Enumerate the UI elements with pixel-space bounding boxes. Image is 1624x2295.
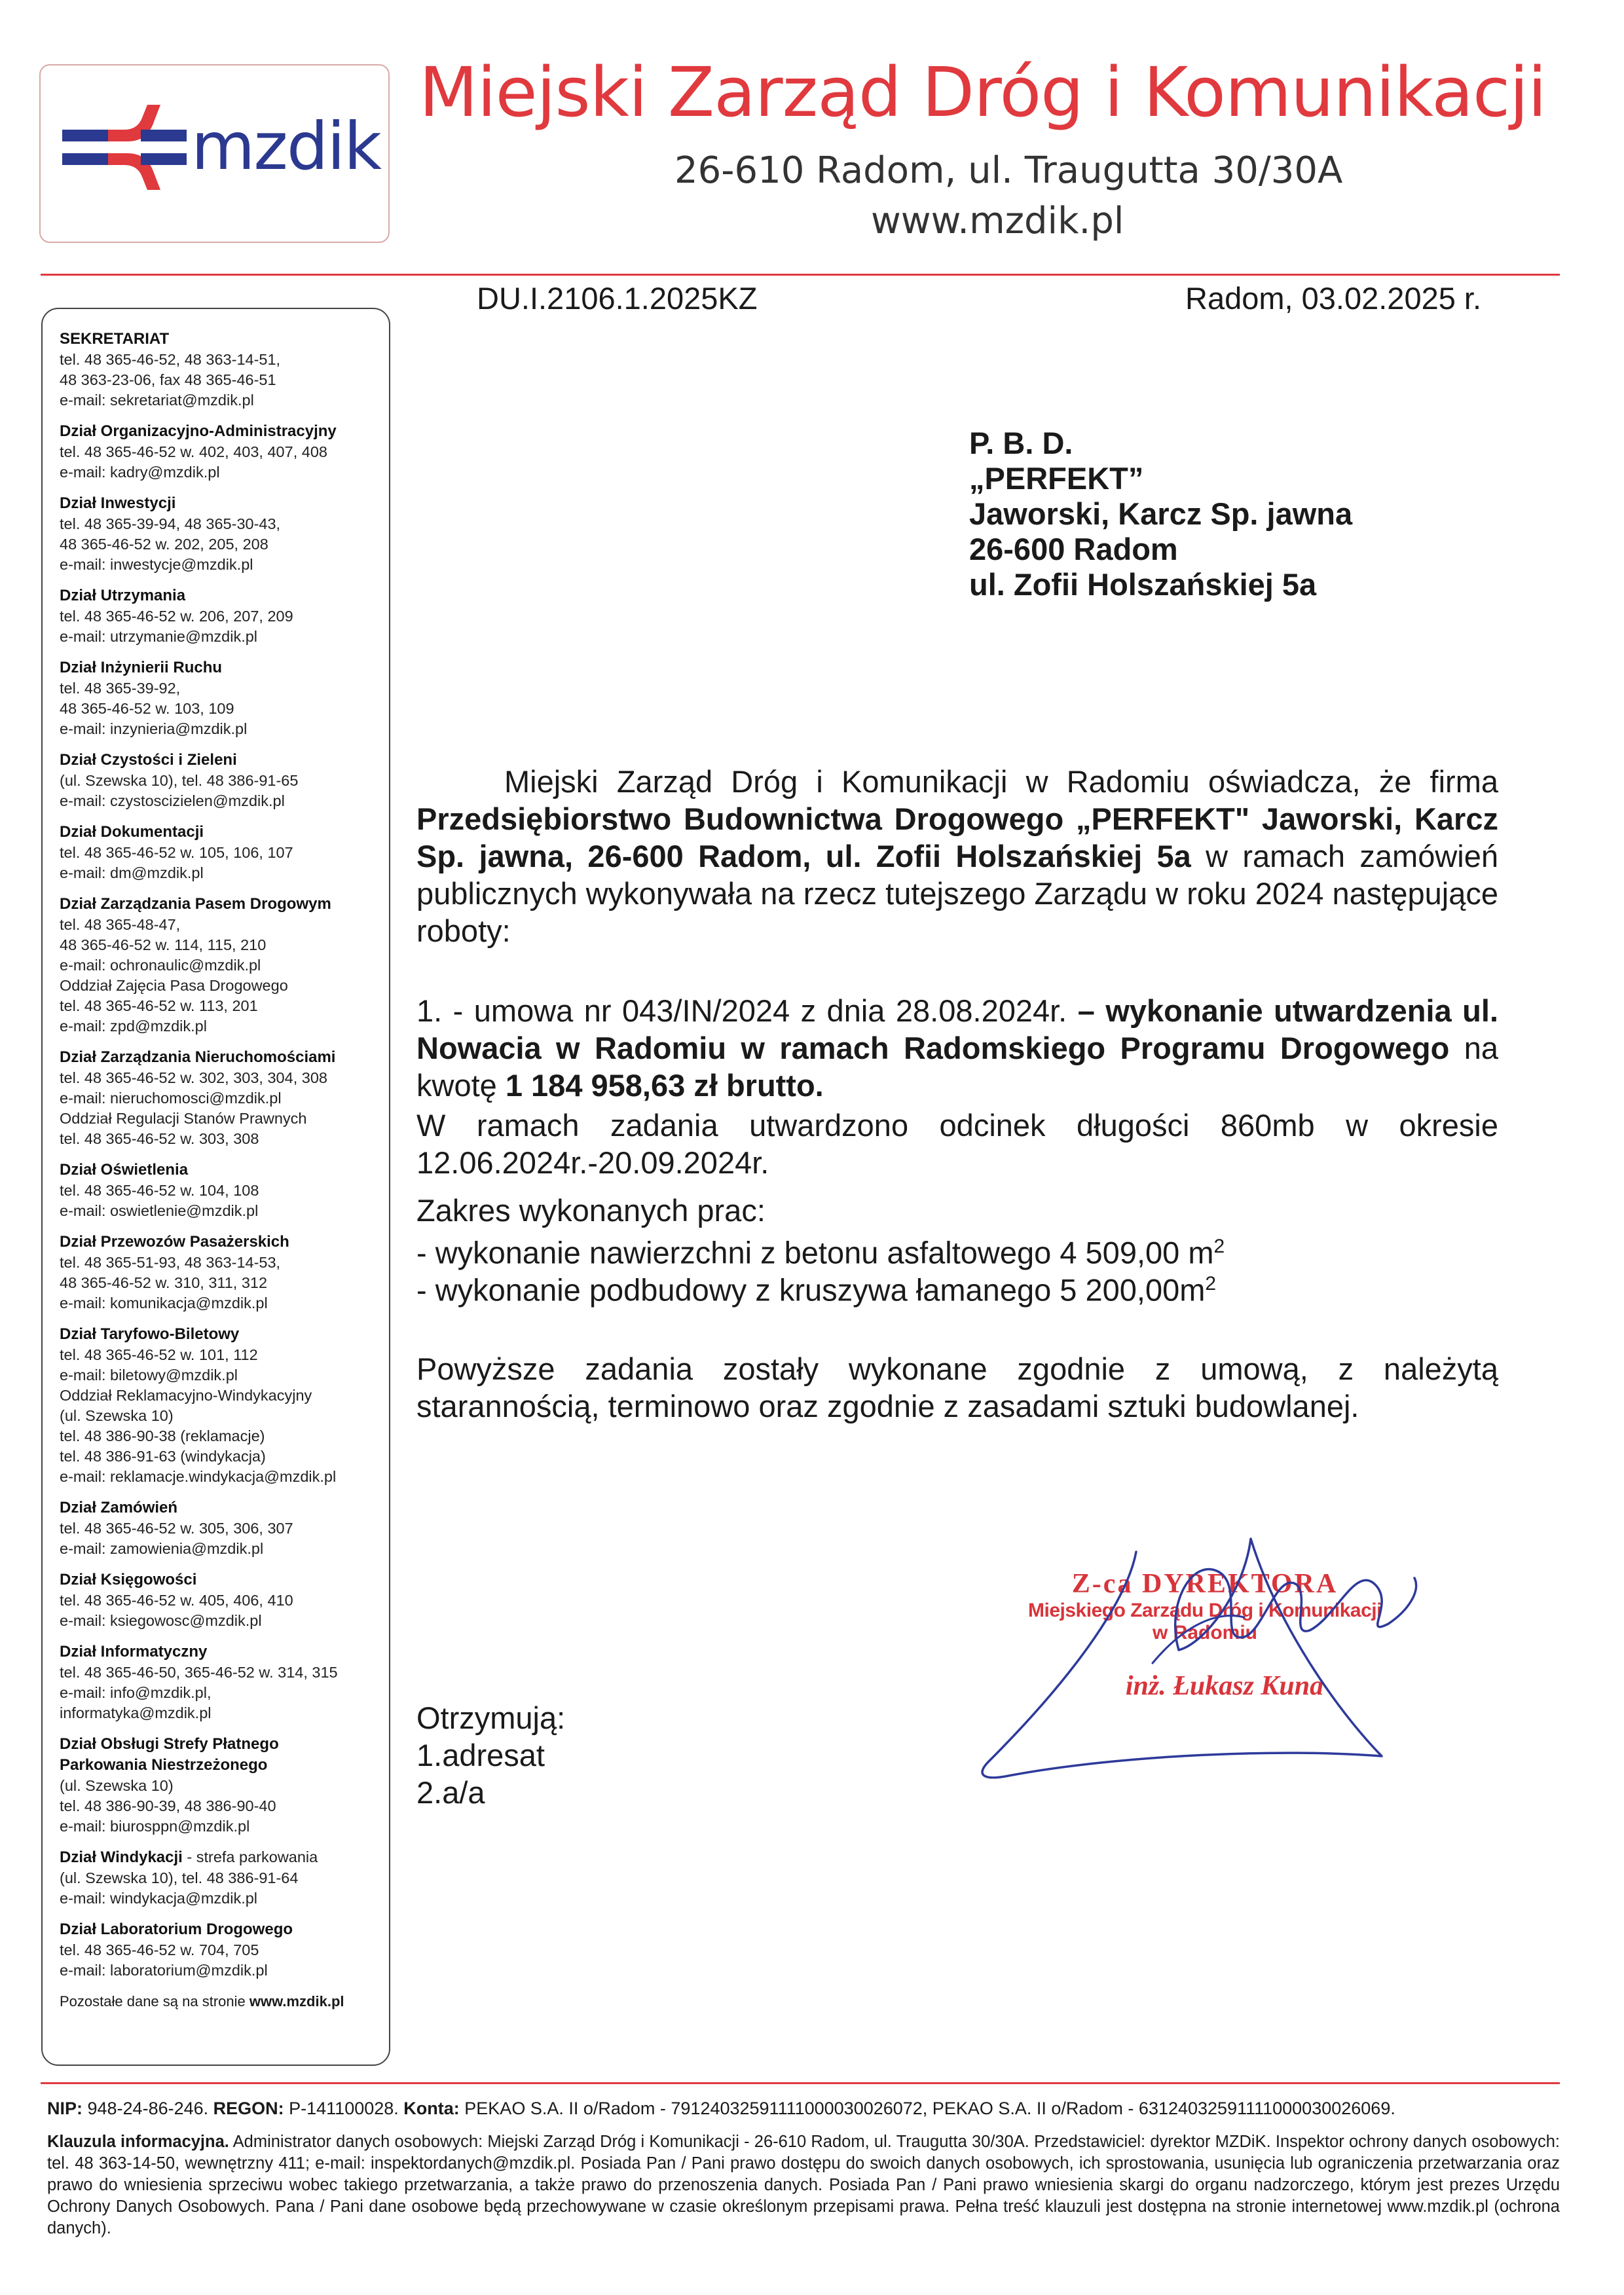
department-contact-line: e-mail: laboratorium@mzdik.pl	[60, 1962, 268, 1979]
footer-divider	[41, 2082, 1560, 2084]
item-description: – wykonanie utwardzenia ul. Nowacia w Radomiu w ramach Radomskiego Programu Drogowego	[416, 993, 1498, 1065]
department-name-text: Dział Księgowości	[60, 1571, 197, 1588]
letter-date: Radom, 03.02.2025 r.	[1185, 281, 1482, 316]
scope-title: Zakres wykonanych prac:	[416, 1193, 766, 1228]
department-block	[60, 329, 376, 411]
department-contact-line: e-mail: biletowy@mzdik.pl	[60, 1367, 238, 1384]
department-name	[60, 1642, 376, 1662]
contract-item	[416, 992, 1498, 1104]
department-contact-line: 48 365-46-52 w. 103, 109	[60, 700, 234, 717]
department-contact-line: tel. 48 365-46-52 w. 704, 705	[60, 1941, 259, 1958]
department-contact-line: tel. 48 365-48-47,	[60, 916, 181, 933]
department-contact-line: e-mail: komunikacja@mzdik.pl	[60, 1294, 268, 1312]
department-contact-line: tel. 48 386-91-63 (windykacja)	[60, 1448, 266, 1465]
scope-item-text: - wykonanie nawierzchni z betonu asfaltowego 4 509,00 m	[416, 1235, 1214, 1270]
department-name-text: Dział Windykacji	[60, 1848, 183, 1866]
department-contact-line: e-mail: inwestycje@mzdik.pl	[60, 556, 253, 573]
department-contact-line: e-mail: kadry@mzdik.pl	[60, 464, 220, 481]
department-name	[60, 1497, 376, 1518]
department-name-text: Dział Zarządzania Pasem Drogowym	[60, 895, 331, 913]
department-contact-line: tel. 48 365-46-52 w. 113, 201	[60, 997, 258, 1014]
department-contact-line: tel. 48 365-46-52 w. 105, 106, 107	[60, 844, 293, 861]
department-contact-line: e-mail: biurosppn@mzdik.pl	[60, 1818, 250, 1835]
stamp-org: Miejskiego Zarządu Dróg i Komunikacji	[1028, 1600, 1382, 1621]
department-contact-line: tel. 48 365-46-52 w. 302, 303, 304, 308	[60, 1069, 327, 1086]
department-contact-line: (ul. Szewska 10), tel. 48 386-91-64	[60, 1869, 299, 1886]
department-name-text: Dział Informatyczny	[60, 1643, 208, 1661]
recipient-line: Jaworski, Karcz Sp. jawna	[969, 496, 1353, 531]
department-name-text: Dział Zarządzania Nieruchomościami	[60, 1048, 336, 1066]
intro-text-1: Miejski Zarząd Dróg i Komunikacji w Radomiu oświadcza, że firma	[504, 764, 1498, 799]
department-name-text: Dział Taryfowo-Biletowy	[60, 1325, 240, 1343]
department-name	[60, 1755, 376, 1776]
item-amount: 1 184 958,63 zł brutto.	[505, 1068, 824, 1103]
department-contact-line: e-mail: inzynieria@mzdik.pl	[60, 720, 248, 737]
department-name	[60, 493, 376, 514]
item-range: W ramach zadania utwardzono odcinek długości 860mb w okresie 12.06.2024r.-20.09.2024r.	[416, 1108, 1498, 1180]
stamp-city: w Radomiu	[1152, 1622, 1257, 1643]
logo-text: mzdik	[191, 108, 381, 185]
department-name	[60, 750, 376, 771]
department-contact-line: tel. 48 386-90-38 (reklamacje)	[60, 1427, 265, 1444]
department-name	[60, 1919, 376, 1940]
department-block	[60, 1642, 376, 1723]
department-contact-line: e-mail: windykacja@mzdik.pl	[60, 1890, 258, 1907]
department-name	[60, 1232, 376, 1253]
recipient-address	[969, 426, 1352, 602]
department-contact-line: e-mail: reklamacje.windykacja@mzdik.pl	[60, 1468, 337, 1485]
department-block	[60, 822, 376, 883]
department-contact-line: tel. 48 365-46-52 w. 101, 112	[60, 1346, 258, 1363]
regon-label: REGON:	[213, 2099, 284, 2118]
recipients-title: Otrzymują:	[416, 1700, 566, 1735]
department-contact-line: e-mail: utrzymanie@mzdik.pl	[60, 628, 258, 645]
department-block	[60, 657, 376, 739]
department-block	[60, 1160, 376, 1221]
scope-item-sup: 2	[1213, 1236, 1225, 1257]
recipients-list	[416, 1699, 565, 1811]
department-contact-line: tel. 48 365-46-52, 48 363-14-51,	[60, 351, 281, 368]
department-contact-line: informatyka@mzdik.pl	[60, 1704, 212, 1721]
header-divider	[41, 274, 1560, 276]
department-contact-line: tel. 48 386-90-39, 48 386-90-40	[60, 1797, 276, 1814]
department-name	[60, 1047, 376, 1068]
department-list	[60, 329, 376, 1981]
scope-item	[416, 1265, 1216, 1309]
department-name-text: Dział Obsługi Strefy Płatnego	[60, 1735, 279, 1753]
org-name: Miejski Zarząd Dróg i Komunikacji	[419, 52, 1546, 132]
intro-company: Przedsiębiorstwo Budownictwa Drogowego „PERFEKT" Jaworski, Karcz Sp. jawna, 26-600 Radom, ul. Zofii Holszańskiej 5a	[416, 801, 1498, 873]
department-name-suffix: - strefa parkowania	[182, 1848, 318, 1865]
department-contact-line: e-mail: zpd@mzdik.pl	[60, 1018, 207, 1035]
department-block	[60, 1497, 376, 1559]
department-contact-line: Oddział Regulacji Stanów Prawnych	[60, 1110, 307, 1127]
konta-value: PEKAO S.A. II o/Radom - 79124032591111000030026072, PEKAO S.A. II o/Radom - 63124032591111000030026069.	[459, 2099, 1395, 2118]
stamp-title: Z-ca DYREKTORA	[1071, 1569, 1338, 1599]
department-block	[60, 421, 376, 483]
clause-text: Administrator danych osobowych: Miejski Zarząd Dróg i Komunikacji - 26-610 Radom, ul. Traugutta 30/30A. Przedstawiciel: dyrektor MZDiK. Inspektor ochrony danych osobowych: tel. 48 363-14-50, wewnętrzny 411; e-mail: inspektordanych@mzdik.pl. Posiada Pan / Pani prawo dostępu do swoich danych osobowych, ich sprostowania, usunięcia lub ograniczenia przetwarzania oraz prawo do wniesienia sprzeciwu wobec takiego przetwarzania, a także prawo do przenoszenia danych. Posiada Pan / Pani prawo wniesienia skargi do organu nadzorczego, którym jest prezes Urzędu Ochrony Danych Osobowych. Pana / Pani dane osobowe będą przechowywane w czasie określonym przepisami prawa. Pełna treść klauzuli jest dostępna na stronie internetowej www.mzdik.pl (ochrona danych).	[47, 2133, 1560, 2237]
org-website-link[interactable]: www.mzdik.pl	[871, 200, 1124, 242]
department-contact-line: e-mail: ochronaulic@mzdik.pl	[60, 957, 261, 974]
department-name	[60, 657, 376, 678]
scope-item-text: - wykonanie podbudowy z kruszywa łamanego 5 200,00m	[416, 1272, 1206, 1308]
department-name	[60, 421, 376, 442]
department-block	[60, 493, 376, 575]
department-contact-line: (ul. Szewska 10)	[60, 1407, 174, 1424]
department-name-text: Dział Inżynierii Ruchu	[60, 659, 223, 676]
department-name	[60, 822, 376, 843]
reference-number: DU.I.2106.1.2025KZ	[477, 281, 758, 316]
department-contact-line: e-mail: ksiegowosc@mzdik.pl	[60, 1612, 262, 1629]
scope-item-sup: 2	[1205, 1273, 1217, 1294]
department-contact-line: e-mail: czystoscizielen@mzdik.pl	[60, 792, 285, 809]
department-contact-line: Oddział Zajęcia Pasa Drogowego	[60, 977, 288, 994]
stamp-name: inż. Łukasz Kuna	[1125, 1671, 1324, 1701]
department-name-text: Dział Czystości i Zieleni	[60, 751, 237, 769]
department-contact-line: 48 365-46-52 w. 114, 115, 210	[60, 936, 267, 953]
department-contact-line: tel. 48 365-39-94, 48 365-30-43,	[60, 515, 281, 532]
department-contact-line: tel. 48 365-46-52 w. 405, 406, 410	[60, 1592, 293, 1609]
intro-text-2: w ramach zamówień publicznych wykonywała na rzecz tutejszego Zarządu w roku 2024 następujące roboty:	[416, 839, 1498, 948]
clause-label: Klauzula informacyjna.	[47, 2133, 229, 2151]
department-name-text: Dział Oświetlenia	[60, 1161, 189, 1179]
department-name-text: Dział Inwestycji	[60, 494, 176, 512]
recipient-line: P. B. D.	[969, 426, 1073, 460]
department-block	[60, 1755, 376, 1837]
recipient-line: 26-600 Radom	[969, 532, 1178, 566]
department-block	[60, 894, 376, 1037]
department-contact-line: tel. 48 365-39-92,	[60, 680, 181, 697]
department-block	[60, 750, 376, 811]
item-mid: na kwotę	[416, 1031, 1498, 1103]
intro-paragraph	[416, 763, 1498, 949]
department-name	[60, 329, 376, 350]
department-contact-line: e-mail: info@mzdik.pl,	[60, 1684, 212, 1701]
department-block	[60, 1324, 376, 1487]
department-name	[60, 585, 376, 606]
department-contact-line: tel. 48 365-51-93, 48 363-14-53,	[60, 1254, 281, 1271]
department-name-text: Dział Laboratorium Drogowego	[60, 1920, 293, 1938]
department-contact-line: tel. 48 365-46-52 w. 305, 306, 307	[60, 1520, 293, 1537]
department-name	[60, 1734, 376, 1755]
department-contact-line: 48 363-23-06, fax 48 365-46-51	[60, 371, 276, 388]
department-name-text: Dział Dokumentacji	[60, 823, 204, 841]
department-name-text: Dział Przewozów Pasażerskich	[60, 1233, 289, 1251]
department-contact-line: tel. 48 365-46-52 w. 206, 207, 209	[60, 608, 293, 625]
sidebar-footer-prefix: Pozostałe dane są na stronie	[60, 1993, 249, 2010]
contact-sidebar	[41, 308, 390, 2066]
recipients-item: 2.a/a	[416, 1775, 485, 1810]
department-name	[60, 1324, 376, 1345]
regon-value: P-141100028.	[284, 2099, 404, 2118]
department-name	[60, 1570, 376, 1590]
recipient-line: „PERFEKT”	[969, 461, 1144, 496]
sidebar-footer	[60, 1991, 376, 2012]
department-name	[60, 1847, 376, 1868]
department-block	[60, 1734, 376, 1755]
department-contact-line: tel. 48 365-46-50, 365-46-52 w. 314, 315	[60, 1664, 338, 1681]
department-contact-line: e-mail: dm@mzdik.pl	[60, 864, 204, 881]
department-name-text: Dział Zamówień	[60, 1499, 178, 1516]
department-contact-line: tel. 48 365-46-52 w. 303, 308	[60, 1130, 259, 1147]
department-name	[60, 894, 376, 915]
closing-paragraph: Powyższe zadania zostały wykonane zgodnie z umową, z należytą starannością, terminowo oraz zgodnie z zasadami sztuki budowlanej.	[416, 1351, 1498, 1423]
department-block	[60, 1232, 376, 1313]
department-contact-line: 48 365-46-52 w. 310, 311, 312	[60, 1274, 268, 1291]
department-name-text: Dział Utrzymania	[60, 587, 186, 604]
department-contact-line: e-mail: oswietlenie@mzdik.pl	[60, 1202, 259, 1219]
recipient-line: ul. Zofii Holszańskiej 5a	[969, 567, 1317, 602]
footer-bank-info	[47, 2099, 1395, 2119]
department-contact-line: 48 365-46-52 w. 202, 205, 208	[60, 536, 268, 553]
department-block	[60, 1570, 376, 1631]
item-prefix: 1. - umowa nr 043/IN/2024 z dnia 28.08.2024r.	[416, 993, 1078, 1028]
org-address: 26-610 Radom, ul. Traugutta 30/30A	[674, 149, 1343, 192]
sidebar-footer-link[interactable]: www.mzdik.pl	[249, 1993, 344, 2010]
nip-value: 948-24-86-246.	[83, 2099, 213, 2118]
handwritten-signature-icon	[969, 1513, 1428, 1820]
department-contact-line: tel. 48 365-46-52 w. 402, 403, 407, 408	[60, 443, 327, 460]
department-block	[60, 585, 376, 647]
department-contact-line: e-mail: zamowienia@mzdik.pl	[60, 1540, 264, 1557]
konta-label: Konta:	[403, 2099, 460, 2118]
department-contact-line: (ul. Szewska 10)	[60, 1777, 174, 1794]
department-contact-line: e-mail: nieruchomosci@mzdik.pl	[60, 1090, 282, 1107]
department-contact-line: (ul. Szewska 10), tel. 48 386-91-65	[60, 772, 299, 789]
department-name-text: Parkowania Niestrzeżonego	[60, 1756, 268, 1774]
department-contact-line: Oddział Reklamacyjno-Windykacyjny	[60, 1387, 312, 1404]
department-name	[60, 1160, 376, 1181]
department-block	[60, 1047, 376, 1149]
department-contact-line: e-mail: sekretariat@mzdik.pl	[60, 392, 254, 409]
department-contact-line: tel. 48 365-46-52 w. 104, 108	[60, 1182, 259, 1199]
department-name-text: SEKRETARIAT	[60, 330, 170, 348]
privacy-clause	[47, 2131, 1560, 2239]
nip-label: NIP:	[47, 2099, 83, 2118]
department-name-text: Dział Organizacyjno-Administracyjny	[60, 422, 337, 440]
department-block	[60, 1919, 376, 1981]
department-block	[60, 1847, 376, 1909]
recipients-item: 1.adresat	[416, 1738, 545, 1772]
